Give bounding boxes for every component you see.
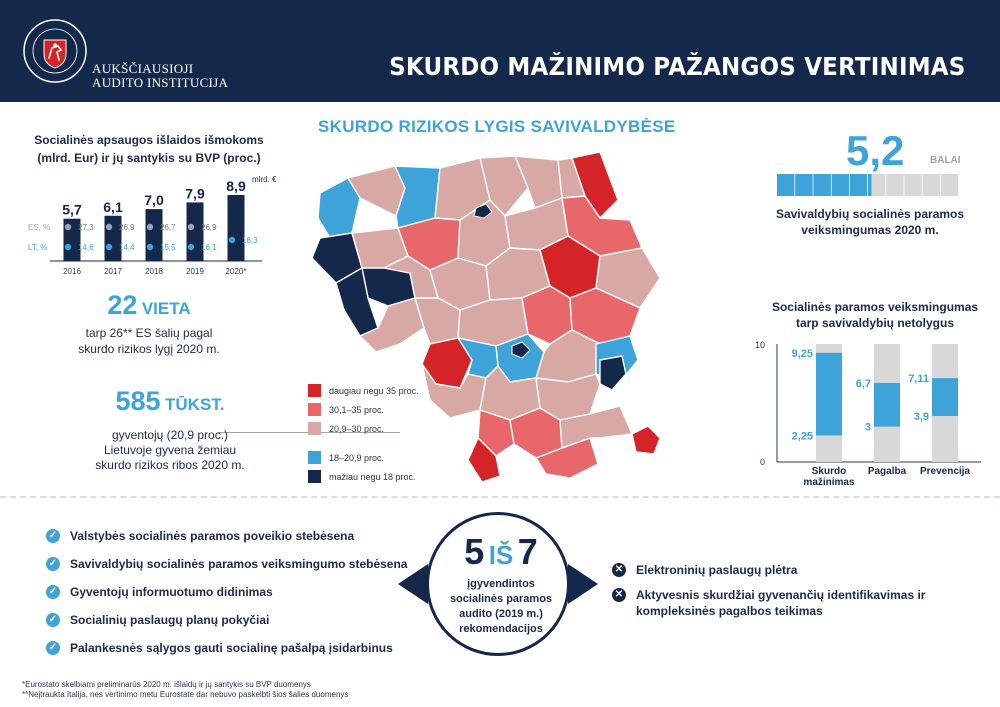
poverty-count-caption-line2: Lietuvoje gyvena žemiau [103,443,237,457]
lt-dot [147,244,153,250]
effectiveness-title-line2: tarp savivaldybių netolygus [795,316,955,330]
check-icon: ✓ [46,641,60,655]
score-caption [760,206,980,238]
not-implemented-item [612,587,992,619]
year-tick-label: 2016 [63,267,81,276]
lt-dot [188,244,194,250]
poverty-count-caption-line1: gyventojų (20,9 proc.) [111,428,229,442]
org-name-line1: AUKŠČIAUSIOJI [92,61,194,76]
recommendations-badge [396,512,600,656]
legend-label: 20,9–30 proc. [329,423,385,434]
legend-swatch [308,470,321,483]
badge-count [429,531,573,573]
lt-row-label: LT, % [28,243,48,252]
badge-count-done: 5 [464,531,485,572]
range-max-label: 6,7 [855,377,871,390]
effectiveness-title-line1: Socialinės paramos veiksmingumas [771,300,979,314]
lt-value-label: 14,4 [119,243,135,252]
year-tick-label: 2017 [104,267,122,276]
poverty-count-number: 585 [115,386,161,416]
not-implemented-item [612,562,992,578]
legend-item [308,381,419,400]
spending-chart-title: Socialinės apsaugos išlaidos išmokoms (mlrd. Eur) ir jų santykis su BVP (proc.) [34,133,264,165]
score-segment-fill [795,174,812,196]
es-dot [147,224,153,230]
cross-icon: ✕ [612,563,626,577]
lt-value-label: 15,5 [160,243,176,252]
range-bar [816,353,842,436]
range-max-label: 9,25 [791,347,813,360]
spending-chart [20,166,290,278]
rank-caption-line1: tarp 26** ES šalių pagal [85,326,213,340]
not-implemented-item-label: Elektroninių paslaugų plėtra [636,563,798,577]
municipality-region [632,426,660,454]
range-min-label: 2,25 [791,430,813,443]
range-max-label: 7,11 [908,373,929,386]
legend-swatch [308,403,321,416]
footnote-1: *Eurostato skelbiami preliminarūs 2020 m. išlaidų ir jų santykis su BVP duomenys [22,680,311,689]
es-value-label: 26,7 [160,223,176,232]
rank-number: 22 [107,290,138,320]
spending-unit-label: mlrd. € [252,175,277,184]
spending-bar-label: 5,7 [62,201,82,218]
implemented-item [46,634,407,662]
legend-item [308,467,419,486]
poverty-count-caption-line3: skurdo rizikos ribos 2020 m. [95,458,245,472]
rank-headline [30,290,268,321]
range-min-label: 3 [864,421,871,434]
score-segment [923,174,940,196]
implemented-item [46,578,407,606]
lt-value-label: 14,6 [78,243,94,252]
spending-bar-label: 6,1 [103,198,123,215]
cross-icon: ✕ [612,588,626,602]
score-segment-fill [777,174,794,196]
page-title: SKURDO MAŽINIMO PAŽANGOS VERTINIMAS [389,52,966,81]
poverty-count-unit: TŪKST. [165,395,225,414]
municipality-region [600,356,626,390]
implemented-item-label: Savivaldybių socialinės paramos veiksmingumo stebėsena [70,557,408,571]
year-tick-label: 2020* [225,267,247,276]
map-title: SKURDO RIZIKOS LYGIS SAVIVALDYBĖSE [318,117,676,136]
score-segment-fill [813,174,830,196]
check-icon: ✓ [46,557,60,571]
range-min-label: 3,9 [913,410,929,423]
implemented-item-label: Palankesnės sąlygos gauti socialinę pašalpą įsidarbinus [70,641,393,655]
not-implemented-item-label: Aktyvesnis skurdžiai gyvenančių identifikavimas ir kompleksinės pagalbos teikimas [636,588,926,618]
spending-bar-label: 7,9 [185,185,205,202]
rank-label: VIETA [141,299,191,318]
legend-swatch [308,451,321,464]
score-caption-line1: Savivaldybių socialinės paramos [775,207,965,221]
check-icon: ✓ [46,585,60,599]
score-segment-fill [832,174,849,196]
map-legend [308,381,419,486]
lt-value-label: 18,3 [242,236,258,245]
lt-dot [65,244,71,250]
es-row-label: ES, % [28,223,51,232]
poverty-count-caption [70,428,270,473]
legend-label: 30,1–35 proc. [329,404,385,415]
es-dot [65,224,71,230]
spending-bar [228,195,245,261]
legend-item [308,400,419,419]
badge-count-total: 7 [517,531,538,572]
check-icon: ✓ [46,613,60,627]
legend-swatch [308,384,321,397]
legend-label: daugiau negu 35 proc. [329,385,419,396]
es-dot [188,224,194,230]
score-caption-line2: veiksmingumas 2020 m. [801,223,939,237]
badge-count-of: IŠ [488,540,514,570]
implemented-item-label: Valstybės socialinės paramos poveikio stebėsena [70,529,355,543]
score-segment [886,174,903,196]
score-segment-fill [868,174,871,196]
score-segment-fill [850,174,867,196]
implemented-item-label: Gyventojų informuotumo didinimas [70,585,273,599]
category-label: Skurdo [811,466,847,477]
lt-value-label: 16,1 [201,243,217,252]
effectiveness-chart [755,336,985,494]
footnotes [22,680,348,700]
rank-caption [30,325,268,357]
poverty-count-headline [70,386,270,417]
legend-swatch [308,422,321,435]
legend-label: 18–20,9 proc. [329,452,385,463]
lt-dot [229,237,235,243]
org-name [92,62,228,90]
es-value-label: 26,9 [201,223,217,232]
legend-item [308,448,419,467]
score-segment [904,174,921,196]
spending-bar [146,209,163,261]
es-value-label: 27,3 [78,223,94,232]
check-icon: ✓ [46,529,60,543]
implemented-item [46,606,407,634]
badge-caption: įgyvendintos socialinės paramos audito (2019 m.) rekomendacijos [449,578,553,635]
range-bar [932,378,958,416]
category-label: Pagalba [867,466,907,477]
implemented-list [46,522,407,662]
badge-circle [426,512,570,656]
implemented-item [46,550,407,578]
not-implemented-list [612,562,992,628]
legend-label: mažiau negu 18 proc. [329,471,416,482]
es-dot [106,224,112,230]
effectiveness-score: 5,2 [846,127,905,174]
spending-bar-label: 7,0 [144,192,164,209]
score-segment [941,174,958,196]
section-divider [0,496,1000,498]
effectiveness-chart-title [760,299,990,331]
category-label: mažinimas [803,477,855,488]
y-tick-label: 10 [755,340,765,350]
footnote-2: **Neįtraukta Italija, nes vertinimo metu Eurostate dar nebuvo paskelbti šios šalies duomenys [22,690,349,699]
score-unit: BALAI [930,155,961,166]
implemented-item-label: Socialinių paslaugų planų pokyčiai [70,613,270,627]
seal-logo-icon [22,18,88,84]
range-bar [874,383,900,427]
spending-bar-label: 8,9 [226,178,246,194]
legend-item [308,419,419,438]
org-name-line2: AUDITO INSTITUCIJA [92,75,229,90]
header-bar [0,0,1000,102]
year-tick-label: 2018 [145,267,163,276]
implemented-item [46,522,407,550]
score-bar [777,174,961,196]
es-value-label: 26,9 [119,223,135,232]
year-tick-label: 2019 [186,267,204,276]
y-tick-label: 0 [759,457,765,467]
rank-caption-line2: skurdo rizikos lygį 2020 m. [78,342,220,356]
lt-dot [106,244,112,250]
category-label: Prevencija [919,466,971,477]
